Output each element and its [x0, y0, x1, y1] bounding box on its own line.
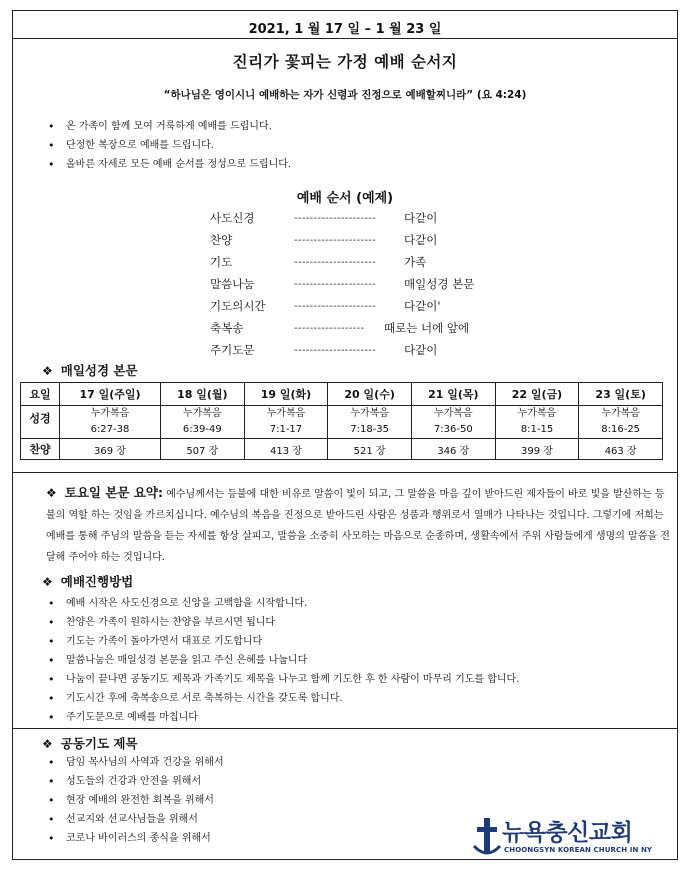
order-item-leader: 다같이' [404, 299, 441, 313]
list-item: • 찬양은 가족이 원하시는 찬양을 부르시면 됩니다 [46, 613, 519, 632]
church-name-en: CHOONGSYN KOREAN CHURCH IN NY [504, 846, 653, 854]
table-cell [579, 406, 663, 439]
diamond-icon: ❖ [42, 364, 53, 378]
dash-leader: --------------------- [294, 234, 377, 246]
list-item: • 기도시간 후에 축복송으로 서로 축복하는 시간을 갖도록 합니다. [46, 689, 519, 708]
passage: 7:36-50 [433, 424, 473, 435]
passage: 7:1-17 [269, 424, 303, 435]
table-cell [60, 406, 161, 439]
hymn-cell: 413 장 [244, 439, 328, 460]
order-title: 예배 순서 (예제) [296, 191, 394, 206]
order-item-name: 축복송 [210, 321, 244, 335]
dash-leader: --------------------- [294, 212, 377, 224]
order-item [210, 296, 484, 316]
prayer-heading [42, 734, 138, 752]
dash-leader: --------------------- [294, 278, 377, 290]
diamond-icon: ❖ [46, 486, 57, 500]
passage: 8:1-15 [520, 424, 554, 435]
method-list [46, 594, 519, 727]
order-item-name: 기도 [210, 255, 233, 269]
table-header-row [21, 383, 663, 406]
method-heading-label: 예배진행방법 [60, 574, 134, 589]
page-title: 진리가 꽃피는 가정 예배 순서지 [232, 53, 458, 71]
list-item: • 예배 시작은 사도신경으로 신앙을 고백함을 시작합니다. [46, 594, 519, 613]
table-cell [160, 406, 244, 439]
prayer-heading-label: 공동기도 제목 [60, 736, 138, 751]
book-name: 누가복음 [601, 408, 640, 419]
order-item [210, 230, 484, 250]
daily-heading-label: 매일성경 본문 [60, 363, 138, 378]
order-item-leader: 매일성경 본문 [404, 277, 475, 291]
passage: 6:27-38 [90, 424, 130, 435]
divider [12, 472, 678, 473]
order-item-leader: 때로는 너에 앞에 [384, 321, 470, 335]
book-name: 누가복음 [517, 408, 557, 419]
saturday-text: 예수님께서는 등불에 대한 비유로 말씀이 빛이 되고, 그 말씀을 마음 깊이 받아드린 제자들이 바로 빛을 발산하는 등불의 역할 하는 것임을 가르치십니다. 예수님의 복음을 진정으로 받아드린 사람은 성품과 행위로서 열매가 나타나는 것입니다. 그렇기에 저희는 예배를 통해 주님의 말씀을 듣는 자세를 항상 살피고, 말씀을 소중히 사모하는 마음으로 순종하며, 생활속에서 주위 사람들에게 생명의 말씀을 전달해 주어야 하는 것입니다. [46, 489, 670, 563]
theme-verse: “하나님은 영이시니 예배하는 자가 신령과 진정으로 예배할찌니라” (요 4:24) [163, 89, 527, 101]
list-item: • 나눔이 끝나면 공동기도 제목과 가족기도 제목을 나누고 함께 기도한 후 한 사람이 마무리 기도를 합니다. [46, 670, 519, 689]
table-cell [411, 406, 495, 439]
list-item: • 단정한 복장으로 예배를 드립니다. [46, 136, 291, 155]
saturday-summary [46, 482, 674, 568]
table-row [21, 439, 663, 460]
list-item: • 성도들의 건강과 안전을 위해서 [46, 772, 224, 791]
table-cell [328, 406, 412, 439]
church-logo [468, 814, 672, 858]
method-heading [42, 572, 133, 590]
intro-list [46, 117, 291, 174]
col-header: 요일 [21, 383, 60, 406]
list-item: • 코로나 바이러스의 종식을 위해서 [46, 829, 224, 848]
dash-leader: --------------------- [294, 344, 377, 356]
col-header: 23 일(토) [579, 383, 663, 406]
order-item [210, 340, 484, 360]
passage: 7:18-35 [350, 424, 390, 435]
daily-schedule-table [20, 382, 663, 460]
dash-leader: ------------------ [294, 322, 365, 334]
date-range: 2021, 1 월 17 일 – 1 월 23 일 [248, 22, 442, 37]
col-header: 18 일(월) [160, 383, 244, 406]
order-item-leader: 다같이 [404, 233, 438, 247]
diamond-icon: ❖ [42, 575, 53, 589]
list-item: • 선교지와 선교사님들을 위해서 [46, 810, 224, 829]
col-header: 20 일(수) [328, 383, 412, 406]
hymn-cell: 507 장 [160, 439, 244, 460]
table-cell [244, 406, 328, 439]
list-item: • 올바른 자세로 모든 예배 순서를 정성으로 드립니다. [46, 155, 291, 174]
order-item [210, 252, 484, 272]
hymn-cell: 521 장 [328, 439, 412, 460]
diamond-icon: ❖ [42, 737, 53, 751]
order-item-name: 말씀나눔 [210, 277, 255, 291]
book-name: 누가복음 [266, 408, 306, 419]
book-name: 누가복음 [90, 408, 130, 419]
col-header: 19 일(화) [244, 383, 328, 406]
col-header: 22 일(금) [495, 383, 579, 406]
table-cell [495, 406, 579, 439]
table-row [21, 406, 663, 439]
order-item-leader: 다같이 [404, 211, 438, 225]
passage: 6:39-49 [182, 424, 222, 435]
list-item: • 기도는 가족이 돌아가면서 대표로 기도합니다 [46, 632, 519, 651]
row-label: 성경 [21, 406, 60, 439]
passage: 8:16-25 [601, 424, 641, 435]
list-item: • 주기도문으로 예배를 마칩니다 [46, 708, 519, 727]
book-name: 누가복음 [350, 408, 389, 419]
hymn-cell: 369 장 [60, 439, 161, 460]
col-header: 21 일(목) [411, 383, 495, 406]
hymn-cell: 463 장 [579, 439, 663, 460]
order-item-name: 사도신경 [210, 211, 255, 225]
dash-leader: --------------------- [294, 256, 377, 268]
order-item-name: 찬양 [210, 233, 233, 247]
row-label: 찬양 [21, 439, 60, 460]
hymn-cell: 399 장 [495, 439, 579, 460]
cross-icon [472, 816, 502, 856]
list-item: • 말씀나눔은 매일성경 본문을 읽고 주신 은혜를 나눕니다 [46, 651, 519, 670]
saturday-heading: 토요일 본문 요약: [64, 485, 163, 500]
order-item [210, 208, 484, 228]
prayer-list [46, 753, 224, 848]
order-item-name: 기도의시간 [210, 299, 266, 313]
divider [12, 38, 678, 39]
order-item-leader: 다같이 [404, 343, 438, 357]
divider [12, 728, 678, 729]
dash-leader: --------------------- [294, 300, 377, 312]
list-item: • 온 가족이 함께 모여 거룩하게 예배를 드립니다. [46, 117, 291, 136]
daily-heading [42, 361, 138, 379]
order-item-leader: 가족 [404, 255, 427, 269]
col-header: 17 일(주일) [60, 383, 161, 406]
order-item [210, 318, 484, 338]
book-name: 누가복음 [433, 408, 473, 419]
book-name: 누가복음 [182, 408, 222, 419]
list-item: • 담임 목사님의 사역과 건강을 위해서 [46, 753, 224, 772]
order-item [210, 274, 484, 294]
hymn-cell: 346 장 [411, 439, 495, 460]
church-name-ko: 뉴욕충신교회 [502, 820, 633, 846]
order-item-name: 주기도문 [210, 343, 255, 357]
list-item: • 현장 예배의 완전한 회복을 위해서 [46, 791, 224, 810]
